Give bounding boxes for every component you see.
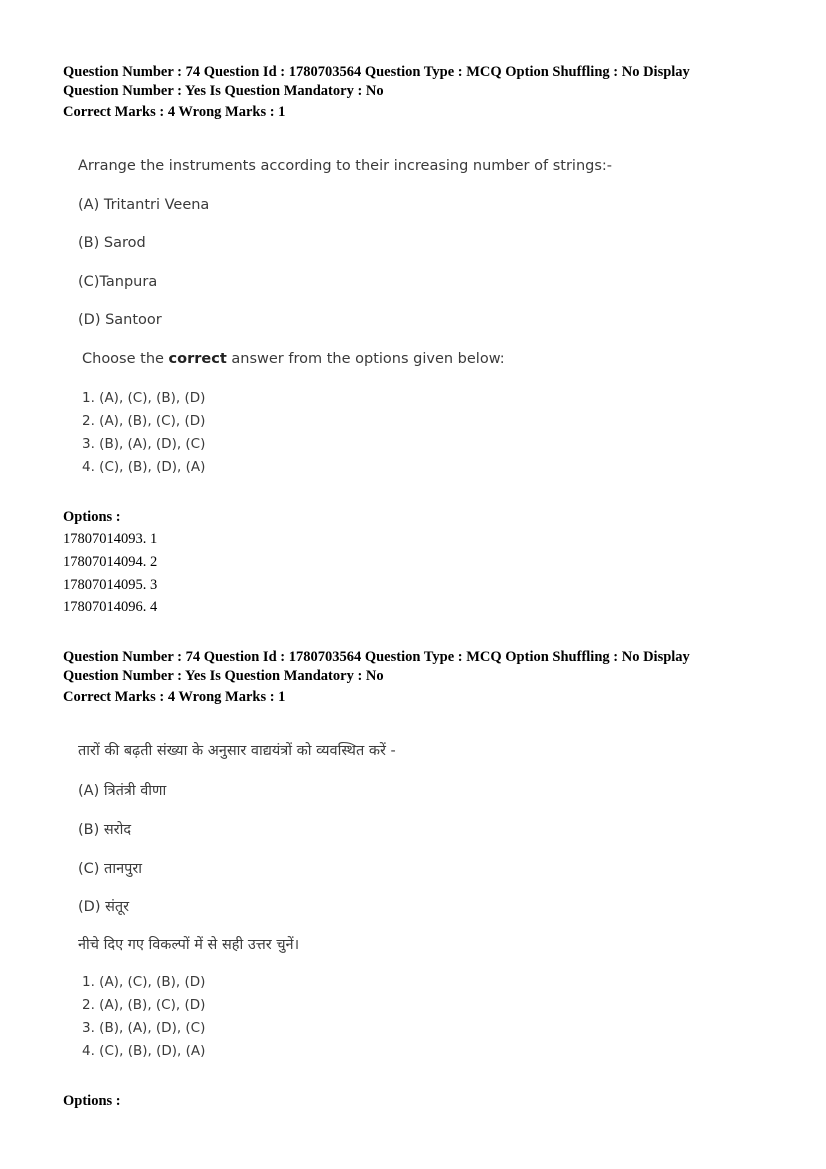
question-1-option-2: 17807014094. 2 — [63, 554, 158, 570]
question-1-option-3: 17807014095. 3 — [63, 577, 158, 593]
question-1-option-4: 17807014096. 4 — [63, 599, 158, 615]
question-2-prompt: तारों की बढ़ती संख्या के अनुसार वाद्ययंत्रों को व्यवस्थित करें - — [78, 743, 396, 759]
question-2-answer-4: 4. (C), (B), (D), (A) — [82, 1043, 206, 1059]
question-1-prompt: Arrange the instruments according to their increasing number of strings:- — [78, 158, 613, 174]
question-2-item-a: (A) त्रितंत्री वीणा — [78, 783, 167, 799]
question-2-item-b: (B) सरोद — [78, 822, 132, 838]
instruction-bold: correct — [168, 351, 227, 367]
question-1-instruction — [82, 351, 505, 367]
question-1-header — [63, 63, 786, 122]
question-2-answer-3: 3. (B), (A), (D), (C) — [82, 1020, 206, 1036]
question-1-item-c: (C)Tanpura — [78, 274, 158, 290]
question-1-options-label: Options : — [63, 509, 121, 525]
question-1-item-b: (B) Sarod — [78, 235, 146, 251]
question-2-options-label: Options : — [63, 1093, 121, 1109]
question-2-item-d: (D) संतूर — [78, 899, 130, 915]
question-1-meta-line-2: Question Number : Yes Is Question Mandatory : No — [63, 83, 384, 99]
question-1-option-1: 17807014093. 1 — [63, 531, 158, 547]
question-2-item-c: (C) तानपुरा — [78, 861, 143, 877]
question-2-instruction: नीचे दिए गए विकल्पों में से सही उत्तर चुनें। — [78, 937, 300, 953]
question-2-answer-1: 1. (A), (C), (B), (D) — [82, 974, 206, 990]
question-1-meta-line-1: Question Number : 74 Question Id : 1780703564 Question Type : MCQ Option Shuffling : No Display — [63, 64, 690, 80]
question-1-answer-4: 4. (C), (B), (D), (A) — [82, 459, 206, 475]
question-2-header — [63, 648, 786, 707]
question-2-meta-line-2: Question Number : Yes Is Question Mandatory : No — [63, 668, 384, 684]
question-1-answer-3: 3. (B), (A), (D), (C) — [82, 436, 206, 452]
question-2-answer-2: 2. (A), (B), (C), (D) — [82, 997, 206, 1013]
instruction-suffix: answer from the options given below: — [226, 351, 505, 367]
question-1-item-d: (D) Santoor — [78, 312, 162, 328]
question-2-meta-line-3: Correct Marks : 4 Wrong Marks : 1 — [63, 689, 286, 705]
question-1-answer-2: 2. (A), (B), (C), (D) — [82, 413, 206, 429]
question-1-meta-line-3: Correct Marks : 4 Wrong Marks : 1 — [63, 104, 286, 120]
question-2-meta-line-1: Question Number : 74 Question Id : 1780703564 Question Type : MCQ Option Shuffling : No Display — [63, 649, 690, 665]
instruction-prefix: Choose the — [82, 351, 169, 367]
question-1-item-a: (A) Tritantri Veena — [78, 197, 210, 213]
question-1-answer-1: 1. (A), (C), (B), (D) — [82, 390, 206, 406]
